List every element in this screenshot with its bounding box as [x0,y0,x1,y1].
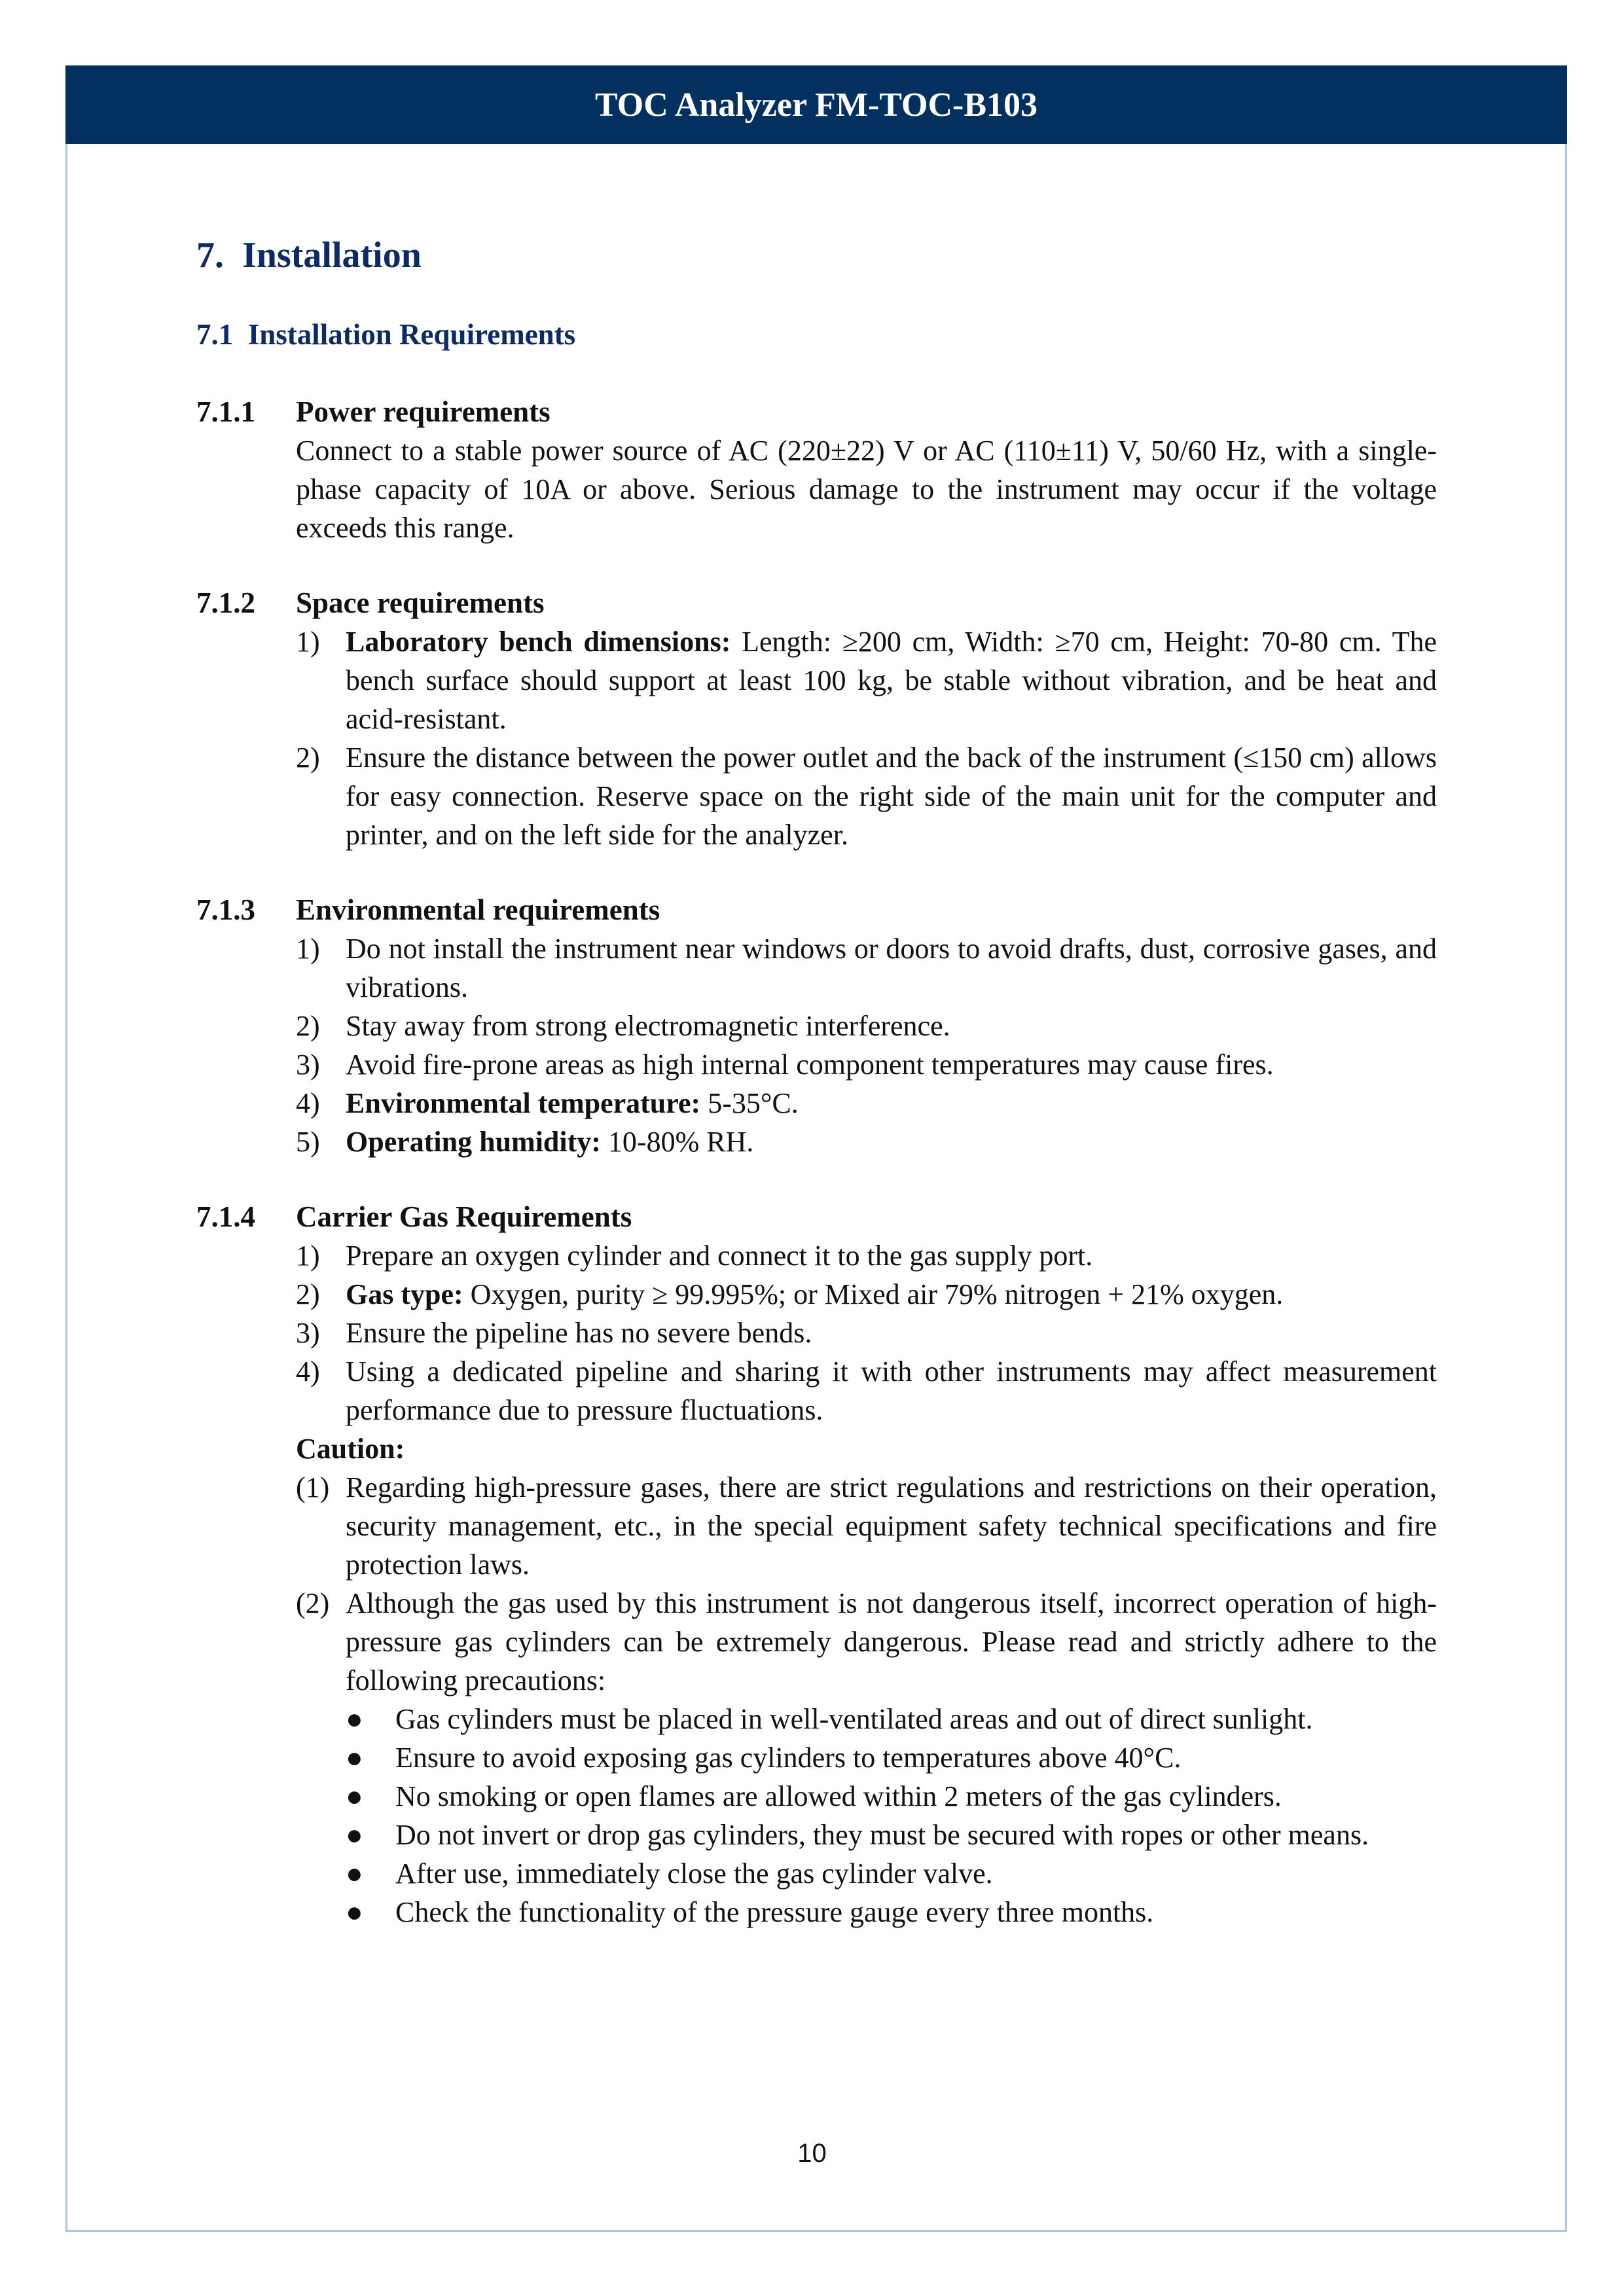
list-item-text: Length: ≥200 cm, Width: ≥70 cm, Height: 70-80 cm. The bench surface should support at least 100 kg, be stable without vibration, and be heat and acid-resistant. [346,626,1437,735]
list-item [296,929,1437,1007]
bullet-item [346,1854,1437,1893]
bullet-text: Do not invert or drop gas cylinders, they must be secured with ropes or other means. [395,1819,1369,1851]
list-text [346,1122,1437,1161]
list [296,929,1437,1161]
bullet-icon: ● [346,1742,363,1774]
bullet-text: No smoking or open flames are allowed within 2 meters of the gas cylinders. [395,1780,1282,1812]
bullet-item [346,1893,1437,1931]
bullet-icon: ● [346,1703,363,1735]
subsection-environment [196,891,1437,1161]
subsection-number: 7.1.1 [196,395,255,428]
caution-item [296,1468,1437,1584]
subsection-heading [196,891,1437,929]
section-heading [196,313,1437,356]
bullet-icon: ● [346,1780,363,1812]
subsection-heading [196,393,1437,431]
list-number: 2) [296,742,320,774]
caution-text: Although the gas used by this instrument is not dangerous itself, incorrect operation of high-pressure gas cylinders can be extremely dangerous. Please read and strictly adhere to the following precautions: [346,1587,1437,1696]
list-item-label: Environmental temperature: [346,1087,701,1119]
bullet-icon: ● [346,1896,363,1928]
list-number: 3) [296,1317,320,1349]
document-header [65,65,1567,144]
subsection-title: Power requirements [296,395,550,428]
list-item [296,622,1437,738]
list-number: 1) [296,626,320,658]
caution-number: (2) [296,1587,330,1619]
subsection-number: 7.1.2 [196,586,255,619]
list-text: Avoid fire-prone areas as high internal component temperatures may cause fires. [346,1049,1274,1081]
list-item [296,1236,1437,1275]
list-text [346,622,1437,738]
subsection-number: 7.1.4 [196,1200,255,1233]
chapter-number: 7. [196,235,224,276]
bullet-text: After use, immediately close the gas cylinder valve. [395,1857,993,1890]
subsection-heading [196,584,1437,622]
bullet-item [346,1700,1437,1738]
paragraph: Connect to a stable power source of AC (220±22) V or AC (110±11) V, 50/60 Hz, with a single-phase capacity of 10A or above. Serious damage to the instrument may occur if the voltage exceeds this range. [296,435,1437,544]
list-item [296,1045,1437,1084]
bullet-icon: ● [346,1819,363,1851]
caution-number: (1) [296,1471,330,1503]
chapter-title: Installation [242,235,422,276]
header-title: TOC Analyzer FM-TOC-B103 [595,86,1038,124]
caution-item [296,1584,1437,1700]
list-item-text: Oxygen, purity ≥ 99.995%; or Mixed air 79% nitrogen + 21% oxygen. [463,1278,1284,1310]
subsection-space [196,584,1437,854]
list-item [296,1314,1437,1352]
list-text: Do not install the instrument near windows or doors to avoid drafts, dust, corrosive gases, and vibrations. [346,933,1437,1003]
list-text: Ensure the distance between the power outlet and the back of the instrument (≤150 cm) allows for easy connection. Reserve space on the right side of the main unit for the computer and printer, and on the left side for the analyzer. [346,742,1437,851]
list-item [296,1275,1437,1314]
list-item [296,1352,1437,1429]
caution-label: Caution: [296,1433,405,1465]
list-item [296,738,1437,854]
subsection-heading [196,1198,1437,1236]
bullet-text: Gas cylinders must be placed in well-ventilated areas and out of direct sunlight. [395,1703,1313,1735]
list-number: 1) [296,933,320,965]
chapter-heading [196,229,1437,281]
bullet-text: Check the functionality of the pressure gauge every three months. [395,1896,1154,1928]
list-item-label: Gas type: [346,1278,463,1310]
list-text: Prepare an oxygen cylinder and connect it to the gas supply port. [346,1240,1093,1272]
subsection-carrier-gas [196,1198,1437,1931]
list-text: Using a dedicated pipeline and sharing it with other instruments may affect measurement performance due to pressure fluctuations. [346,1355,1437,1426]
list-text: Ensure the pipeline has no severe bends. [346,1317,812,1349]
list-item [296,1084,1437,1122]
bullet-icon: ● [346,1857,363,1890]
list-item-label: Operating humidity: [346,1126,601,1158]
page-content [196,229,1437,1931]
list-item [296,1122,1437,1161]
bullet-item [346,1777,1437,1816]
list-number: 2) [296,1010,320,1042]
page-number: 10 [797,2139,827,2168]
bullet-item [346,1738,1437,1777]
list-text [346,1275,1437,1314]
list-number: 2) [296,1278,320,1310]
subsection-title: Carrier Gas Requirements [296,1200,632,1233]
list-item-label: Laboratory bench dimensions: [346,626,731,658]
subsection-title: Environmental requirements [296,893,660,926]
list-item [296,1007,1437,1045]
list-text: Stay away from strong electromagnetic interference. [346,1010,950,1042]
caution-text: Regarding high-pressure gases, there are strict regulations and restrictions on their operation, security management, etc., in the special equipment safety technical specifications and fire protection laws. [346,1471,1437,1581]
list [296,1236,1437,1931]
list-number: 5) [296,1126,320,1158]
list-number: 4) [296,1355,320,1388]
list-number: 1) [296,1240,320,1272]
section-number: 7.1 [196,318,234,351]
list-number: 3) [296,1049,320,1081]
list-number: 4) [296,1087,320,1119]
section-title: Installation Requirements [247,318,576,351]
list-text [346,1084,1437,1122]
subsection-number: 7.1.3 [196,893,255,926]
subsection-power [196,393,1437,547]
list-item-text: 10-80% RH. [600,1126,754,1158]
list-item-text: 5-35°C. [700,1087,799,1119]
list [296,622,1437,854]
bullet-item [346,1816,1437,1854]
subsection-title: Space requirements [296,586,545,619]
bullet-text: Ensure to avoid exposing gas cylinders to temperatures above 40°C. [395,1742,1182,1774]
